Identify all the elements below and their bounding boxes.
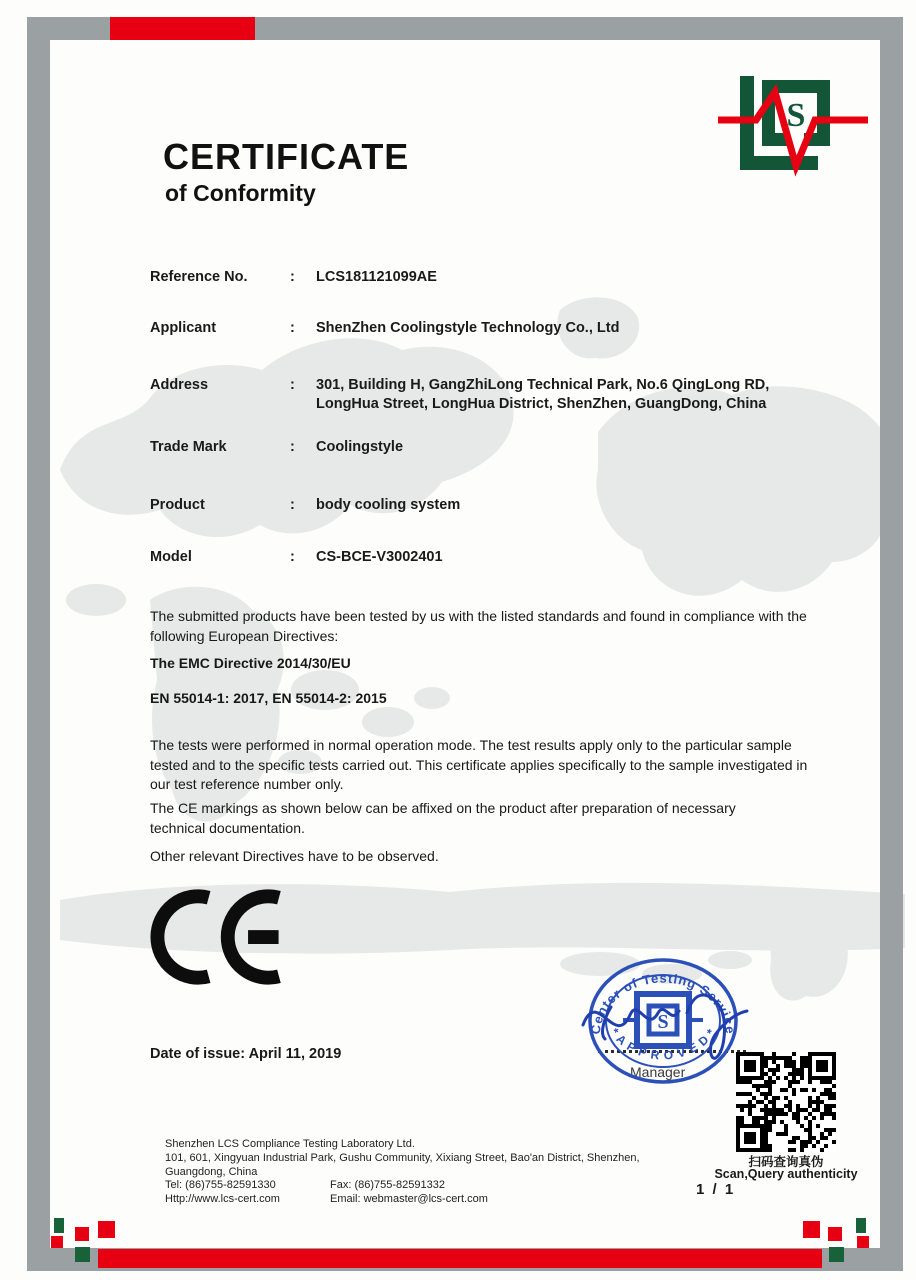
ce-mark-icon bbox=[150, 886, 298, 988]
qr-caption-en: Scan,Query authenticity bbox=[714, 1167, 858, 1181]
seal-ring-top-text: Center of Testing Service bbox=[587, 970, 739, 1036]
paragraph-intro: The submitted products have been tested by us with the listed standards and found in compliance with the following European Directives: bbox=[150, 608, 807, 644]
manager-label: Manager bbox=[630, 1064, 686, 1080]
field-label: Model bbox=[150, 549, 192, 565]
field-label: Applicant bbox=[150, 320, 217, 336]
paragraph-tests: The tests were performed in normal operation mode. The test results apply only to the particular sample tested and to the specific tests carried out. This certificate applies specifically to the sample investigated in our test reference number only. bbox=[150, 737, 808, 792]
page-number: 1 / 1 bbox=[696, 1181, 736, 1198]
field-applicant bbox=[150, 319, 816, 338]
company-seal bbox=[575, 953, 753, 1091]
accent-square bbox=[829, 1247, 844, 1262]
accent-square bbox=[54, 1218, 64, 1233]
footer-address2: Guangdong, China bbox=[165, 1165, 258, 1178]
frame-left bbox=[27, 17, 50, 1271]
standards-line: EN 55014-1: 2017, EN 55014-2: 2015 bbox=[150, 690, 387, 706]
field-value: 301, Building H, GangZhiLong Technical Park, No.6 QingLong RD, LongHua Street, LongHua District, ShenZhen, GuangDong, China bbox=[316, 377, 770, 412]
field-value: body cooling system bbox=[316, 497, 461, 513]
paragraph-ce-markings: The CE markings as shown below can be affixed on the product after preparation of necessary technical documentation. bbox=[150, 800, 736, 836]
bottom-red-bar bbox=[98, 1249, 822, 1268]
frame-right bbox=[880, 17, 903, 1271]
field-label: Reference No. bbox=[150, 269, 248, 285]
accent-square bbox=[75, 1247, 90, 1262]
footer-tel: Tel: (86)755-82591330 bbox=[165, 1179, 276, 1192]
field-label: Address bbox=[150, 377, 209, 393]
seal-center-letter: S bbox=[657, 1011, 669, 1033]
field-value: Coolingstyle bbox=[316, 439, 404, 455]
footer-address1: 101, 601, Xingyuan Industrial Park, Gushu Community, Xixiang Street, Bao'an District, Shenzhen, bbox=[165, 1151, 640, 1164]
accent-square bbox=[51, 1236, 63, 1248]
field-value: CS-BCE-V3002401 bbox=[316, 549, 443, 565]
directive-line: The EMC Directive 2014/30/EU bbox=[150, 655, 351, 671]
footer-email: Email: webmaster@lcs-cert.com bbox=[330, 1193, 488, 1206]
field-address bbox=[150, 376, 816, 414]
accent-square bbox=[857, 1236, 869, 1248]
qr-caption-zh: 扫码查询真伪 bbox=[748, 1155, 824, 1169]
logo-letter: S bbox=[786, 97, 806, 134]
field-label: Product bbox=[150, 497, 205, 513]
field-colon: : bbox=[290, 320, 295, 336]
field-colon: : bbox=[290, 497, 295, 513]
field-trade-mark bbox=[150, 438, 816, 457]
accent-square bbox=[856, 1218, 866, 1233]
paragraph-other-directives: Other relevant Directives have to be observed. bbox=[150, 848, 439, 864]
footer-company: Shenzhen LCS Compliance Testing Laboratory Ltd. bbox=[165, 1138, 415, 1150]
accent-square bbox=[98, 1221, 115, 1238]
footer-web: Http://www.lcs-cert.com bbox=[165, 1193, 280, 1206]
qr-code bbox=[736, 1052, 836, 1152]
certificate-subtitle: of Conformity bbox=[165, 180, 316, 206]
field-product bbox=[150, 496, 816, 515]
field-colon: : bbox=[290, 439, 295, 455]
accent-square bbox=[803, 1221, 820, 1238]
top-red-accent bbox=[110, 17, 255, 40]
seal-ring-bottom-text: * A P P R O V E D * bbox=[607, 1025, 719, 1063]
date-of-issue: Date of issue: April 11, 2019 bbox=[150, 1046, 342, 1062]
footer-fax: Fax: (86)755-82591332 bbox=[330, 1179, 445, 1192]
footer bbox=[165, 1138, 725, 1207]
accent-square bbox=[75, 1227, 89, 1241]
field-colon: : bbox=[290, 269, 295, 285]
field-reference-no bbox=[150, 268, 816, 287]
field-value: LCS181121099AE bbox=[316, 269, 437, 285]
field-colon: : bbox=[290, 377, 295, 393]
certificate-title: CERTIFICATE bbox=[163, 136, 410, 177]
field-colon: : bbox=[290, 549, 295, 565]
field-value: ShenZhen Coolingstyle Technology Co., Ltd bbox=[316, 320, 620, 336]
accent-square bbox=[828, 1227, 842, 1241]
field-model bbox=[150, 548, 816, 567]
field-label: Trade Mark bbox=[150, 439, 227, 455]
